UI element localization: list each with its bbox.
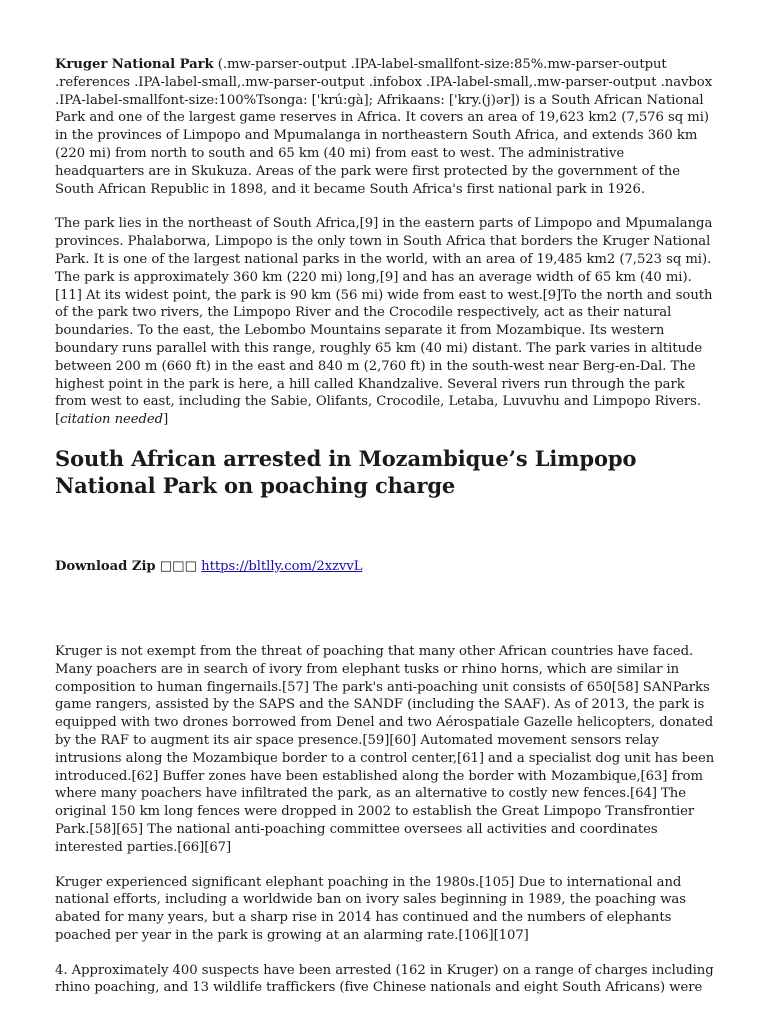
citation-close: ] xyxy=(163,412,169,428)
download-link[interactable]: https://bltlly.com/2xzvvL xyxy=(201,558,363,574)
download-glyphs: □□□ xyxy=(159,558,197,574)
geography-text: The park lies in the northeast of South Africa,[9] in the eastern parts of Limpopo and Mpumalanga provinces. Phalaborwa, Limpopo is the only town in South Africa that borders the Kruger National Park. It is one of the largest national parks in the world, with an area of 19,485 km2 (7,523 sq mi). The park is approximately 360 km (220 mi) long,[9] and has an average width of 65 km (40 mi).[11] At its widest point, the park is 90 km (56 mi) wide from east to west.[9]To the north and south of the park two rivers, the Limpopo River and the Crocodile respectively, act as their natural boundaries. To the east, the Lebombo Mountains separate it from Mozambique. Its western boundary runs parallel with this range, roughly 65 km (40 mi) distant. The park varies in altitude between 200 m (660 ft) in the east and 840 m (2,760 ft) in the south-west near Berg-en-Dal. The highest point in the park is here, a hill called Khandzalive. Several rivers run through the park from west to east, including the Sabie, Olifants, Crocodile, Letaba, Luvuvhu and Limpopo Rivers.[ xyxy=(55,216,713,428)
elephant-paragraph: Kruger experienced significant elephant poaching in the 1980s.[105] Due to international and national efforts, including a worldwide ban on ivory sales beginning in 1989, the poaching was abated for many years, but a sharp rise in 2014 has continued and the numbers of elephants poached per year in the park is growing at an alarming rate.[106][107] xyxy=(55,874,686,943)
citation-needed: citation needed xyxy=(60,412,164,428)
intro-text: (.mw-parser-output .IPA-label-smallfont-size:85%.mw-parser-output .references .IPA-label-small,.mw-parser-output .infobox .IPA-label-small,.mw-parser-output .navbox .IPA-label-smallfont-size:100%Tsonga: ['krú:gà]; Afrikaans: ['kry.(j)ər]) is a South African National Park and one of the largest game reserves in Africa. It covers an area of 19,623 km2 (7,576 sq mi) in the provinces of Limpopo and Mpumalanga in northeastern South Africa, and extends 360 km (220 mi) from north to south and 65 km (40 mi) from east to west. The administrative headquarters are in Skukuza. Areas of the park were first protected by the government of the South African Republic in 1898, and it became South Africa's first national park in 1926. xyxy=(55,57,713,197)
poaching-paragraph: Kruger is not exempt from the threat of poaching that many other African countries have faced. Many poachers are in search of ivory from elephant tusks or rhino horns, which are similar in composition to human fingernails.[57] The park's anti-poaching unit consists of 650[58] SANParks game rangers, assisted by the SAPS and the SANDF (including the SAAF). As of 2013, the park is equipped with two drones borrowed from Denel and two Aérospatiale Gazelle helicopters, donated by the RAF to augment its air space presence.[59][60] Automated movement sensors relay intrusions along the Mozambique border to a control center,[61] and a specialist dog unit has been introduced.[62] Buffer zones have been established along the border with Mozambique,[63] from where many poachers have infiltrated the park, as an alternative to costly new fences.[64] The original 150 km long fences were dropped in 2002 to establish the Great Limpopo Transfrontier Park.[58][65] The national anti-poaching committee oversees all activities and coordinates interested parties.[66][67] xyxy=(55,643,715,855)
download-label: Download Zip xyxy=(55,558,156,574)
geography-paragraph xyxy=(55,215,715,429)
article-heading: South African arrested in Mozambique’s Limpopo National Park on poaching charge xyxy=(55,445,637,498)
arrests-paragraph: 4. Approximately 400 suspects have been arrested (162 in Kruger) on a range of charges including rhino poaching, and 13 wildlife traffickers (five Chinese nationals and eight South Africans) were xyxy=(55,962,714,996)
intro-title: Kruger National Park xyxy=(55,57,214,72)
intro-paragraph xyxy=(55,56,715,198)
document-page xyxy=(55,56,715,997)
download-line xyxy=(55,558,715,576)
